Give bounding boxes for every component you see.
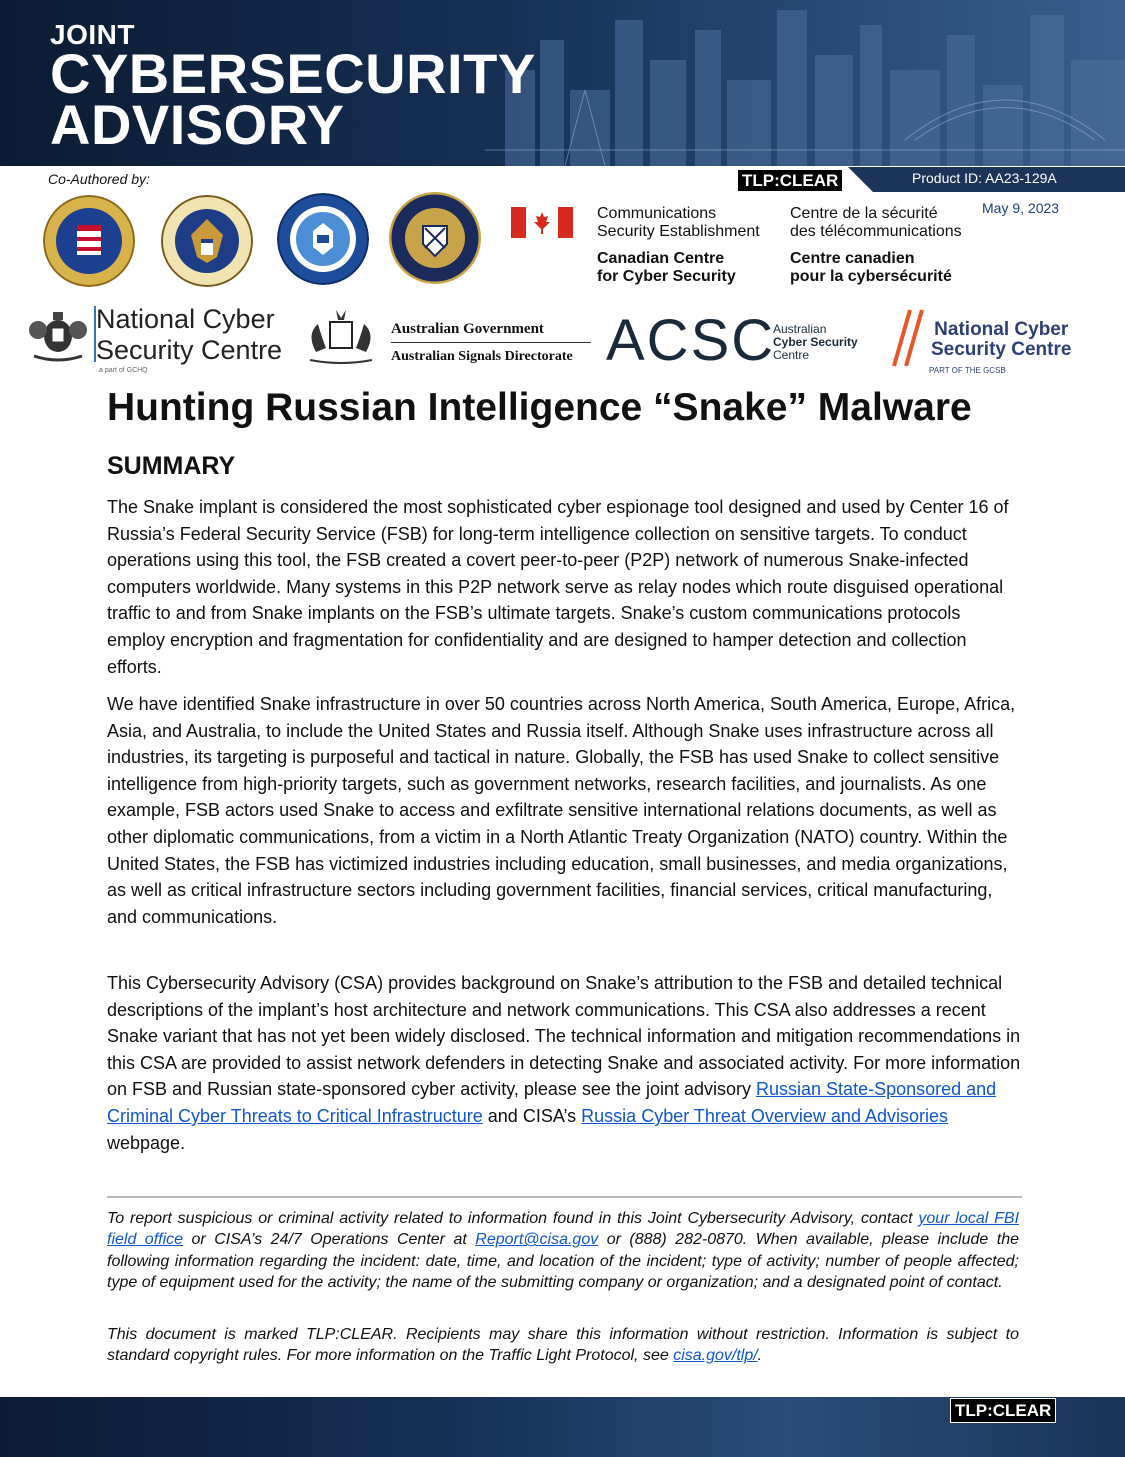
link-cisa-tlp[interactable]: cisa.gov/tlp/: [673, 1347, 758, 1365]
header-banner: [0, 0, 1125, 166]
f1-text-c: or (888) 282-0870. When available, please include the following information regarding the incident: date, time, and location of the incident; type of activity; number of people affected; type of equipment used for the activity; the name of the submitting company or organization; and a designated point of contact.: [107, 1231, 1019, 1291]
acsc-name: [773, 323, 858, 362]
cse-fr-line1: Centre de la sécurité: [790, 205, 938, 222]
section-heading-summary: SUMMARY: [107, 452, 236, 480]
summary-paragraph-1: The Snake implant is considered the most sophisticated cyber espionage tool designed and used by Center 16 of Russia’s Federal Security Service (FSB) for long-term intelligence collection on sensitive targets. To conduct operations using this tool, the FSB created a covert peer-to-peer (P2P) network of numerous Snake-infected computers worldwide. Many systems in this P2P network serve as relay nodes which route disguised operational traffic to and from Snake implants on the FSB’s ultimate targets. Snake’s custom communications protocols employ encryption and fragmentation for confidentiality and are designed to hamper detection and collection efforts.: [107, 497, 1009, 677]
cccs-en-line1: Canadian Centre: [597, 250, 725, 267]
cnmf-seal-icon: [389, 192, 481, 284]
product-id: Product ID: AA23-129A: [912, 170, 1057, 186]
australia-coat-of-arms-icon: [296, 304, 386, 368]
acsc-sub-line1: Australian: [773, 322, 827, 336]
ncsc-uk-line2: Security Centre: [96, 335, 283, 365]
link-russian-state-sponsored-threats[interactable]: Russian State-Sponsored and Criminal Cyber Threats to Critical Infrastructure: [107, 1079, 997, 1126]
cccs-name-fr: [790, 250, 952, 286]
f2-text-b: .: [757, 1347, 763, 1365]
footer-tlp-notice: [107, 1324, 1019, 1367]
p3-text-a: This Cybersecurity Advisory (CSA) provides background on Snake’s attribution to the FSB and detailed technical descriptions of the implant’s host architecture and network communications. This CSA also addresses a recent Snake variant that has not yet been widely disclosed. The technical information and mitigation recommendations in this CSA are provided to assist network defenders in detecting Snake and associated activity. For more information on FSB and Russian state-sponsored cyber activity, please see the joint advisory: [107, 973, 1021, 1100]
page-title: Hunting Russian Intelligence “Snake” Malware: [107, 386, 972, 429]
p3-text-b: and CISA’s: [482, 1105, 582, 1126]
cccs-fr-line1: Centre canadien: [790, 250, 915, 267]
acsc-logo: ACSC: [606, 308, 776, 373]
uk-royal-arms-icon: [24, 306, 92, 364]
cse-name-fr: [790, 205, 962, 241]
nsa-seal-icon: [161, 195, 253, 287]
ncsc-uk-line1: National Cyber: [96, 304, 275, 334]
banner-title-joint: JOINT: [50, 19, 135, 50]
banner-title: [50, 19, 536, 157]
australia-divider: [391, 342, 591, 343]
nz-ncsc-sub: PART OF THE GCSB: [929, 366, 1006, 375]
banner-title-cybersecurity: CYBERSECURITY: [50, 41, 536, 105]
fbi-seal-icon: [43, 195, 135, 287]
ncsc-uk-sub: a part of GCHQ: [99, 367, 148, 374]
publication-date: May 9, 2023: [982, 200, 1060, 216]
asd-label: Australian Signals Directorate: [391, 349, 573, 364]
footer-divider: [107, 1196, 1022, 1198]
nz-ncsc-line1: National Cyber: [934, 319, 1069, 340]
nz-ncsc-name: [931, 320, 1071, 360]
nz-ncsc-line2: Security Centre: [931, 339, 1072, 360]
banner-title-advisory: ADVISORY: [50, 93, 345, 157]
f1-text-a: To report suspicious or criminal activity related to information found in this Joint Cybersecurity Advisory, contact: [107, 1210, 919, 1227]
summary-paragraph-3: [107, 970, 1022, 1156]
f1-text-b: or CISA’s 24/7 Operations Center at: [183, 1231, 476, 1249]
cse-en-line1: Communications: [597, 205, 717, 222]
canada-flag-icon: [511, 207, 573, 238]
cccs-name-en: [597, 250, 736, 286]
cccs-fr-line2: pour la cybersécurité: [790, 268, 952, 285]
tlp-badge-bottom: TLP:CLEAR: [950, 1398, 1056, 1423]
acsc-sub-line3: Centre: [773, 348, 810, 362]
link-fbi-field-office[interactable]: your local FBI field office: [107, 1210, 1020, 1249]
coauthored-label: Co-Authored by:: [48, 171, 150, 187]
summary-paragraph-2: We have identified Snake infrastructure in over 50 countries across North America, South America, Europe, Africa, Asia, and Australia, to include the United States and Russia itself. Although Snake uses infrastructure across all industries, its targeting is purposeful and tactical in nature. Globally, the FSB has used Snake to collect sensitive intelligence from high-priority targets, such as government networks, research facilities, and journalists. As one example, FSB actors used Snake to access and exfiltrate sensitive international relations documents, as well as other diplomatic communications, from a victim in a North Atlantic Treaty Organization (NATO) country. Within the United States, the FSB has victimized industries including education, small businesses, and media organizations, as well as critical infrastructure sectors including government facilities, financial services, critical manufacturing, and communications.: [107, 694, 1016, 927]
city-skyline-graphic: [485, 0, 1125, 166]
footer-report-notice: [107, 1208, 1019, 1293]
tlp-badge-top: TLP:CLEAR: [738, 170, 842, 191]
cisa-seal-icon: [277, 193, 369, 285]
cse-name-en: [597, 205, 760, 241]
cse-fr-line2: des télécommunications: [790, 223, 962, 240]
p3-text-c: webpage.: [107, 1132, 186, 1153]
australian-government-label: Australian Government: [391, 321, 544, 337]
link-report-email[interactable]: Report@cisa.gov: [475, 1231, 599, 1249]
f2-text-a: This document is marked TLP:CLEAR. Recipients may share this information without restriction. Information is subject to standard copyright rules. For more information on the Traffic Light Protocol, see: [107, 1326, 1019, 1365]
link-russia-cyber-threat-overview[interactable]: Russia Cyber Threat Overview and Advisories: [581, 1105, 948, 1126]
nz-ncsc-slash-icon: [890, 308, 926, 368]
acsc-sub-line2: Cyber Security: [773, 335, 858, 349]
cse-en-line2: Security Establishment: [597, 223, 760, 240]
cccs-en-line2: for Cyber Security: [597, 268, 736, 285]
ncsc-uk-name: [96, 304, 282, 366]
